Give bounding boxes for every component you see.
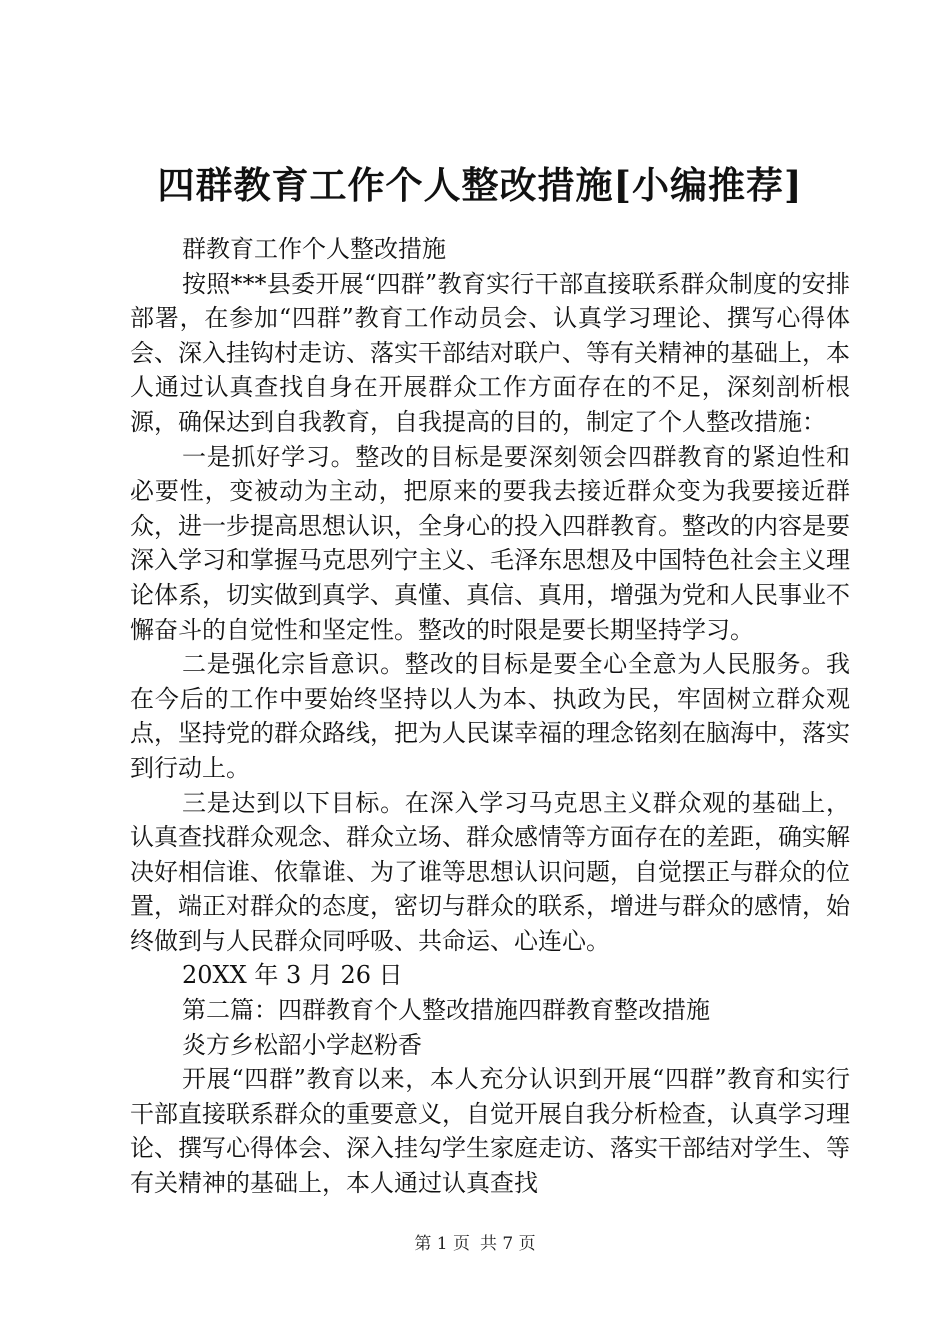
page-total: 共 7 页 [480,1234,536,1254]
paragraph-point-three: 三是达到以下目标。在深入学习马克思主义群众观的基础上，认真查找群众观念、群众立场、群众感情等方面存在的差距，确实解决好相信谁、依靠谁、为了谁等思想认识问题，自觉摆正与群众的位置，端正对群众的态度，密切与群众的联系，增进与群众的感情，始终做到与人民群众同呼吸、共命运、心连心。 [130,788,850,955]
section-heading: 群教育工作个人整改措施 [182,235,446,263]
document-date: 20XX 年 3 月 26 日 [182,961,403,990]
page-footer [0,1232,950,1256]
paragraph-point-two: 二是强化宗旨意识。整改的目标是要全心全意为人民服务。我在今后的工作中要始终坚持以人为本、执政为民，牢固树立群众观点，坚持党的群众路线，把为人民谋幸福的理念铭刻在脑海中，落实到行动上。 [130,650,850,782]
author-line: 炎方乡松韶小学赵粉香 [182,1030,422,1059]
paragraph-point-one: 一是抓好学习。整改的目标是要深刻领会四群教育的紧迫性和必要性，变被动为主动，把原来的要我去接近群众变为我要接近群众，进一步提高思想认识，全身心的投入四群教育。整改的内容是要深入学习和掌握马克思列宁主义、毛泽东思想及中国特色社会主义理论体系，切实做到真学、真懂、真信、真用，增强为党和人民事业不懈奋斗的自觉性和坚定性。整改的时限是要长期坚持学习。 [130,442,850,644]
page-number: 第 1 页 [414,1234,470,1254]
document-body [130,232,850,1201]
document-title: 四群教育工作个人整改措施[小编推荐] [157,163,803,207]
second-article-heading: 第二篇：四群教育个人整改措施四群教育整改措施 [182,996,710,1025]
paragraph-intro: 按照***县委开展“四群”教育实行干部直接联系群众制度的安排部署，在参加“四群”教育工作动员会、认真学习理论、撰写心得体会、深入挂钩村走访、落实干部结对联户、等有关精神的基础上，本人通过认真查找自身在开展群众工作方面存在的不足，深刻剖析根源，确保达到自我教育，自我提高的目的，制定了个人整改措施： [130,269,850,436]
paragraph-second-article: 开展“四群”教育以来，本人充分认识到开展“四群”教育和实行干部直接联系群众的重要意义，自觉开展自我分析检查，认真学习理论、撰写心得体会、深入挂勾学生家庭走访、落实干部结对学生、等有关精神的基础上，本人通过认真查找 [130,1065,850,1198]
